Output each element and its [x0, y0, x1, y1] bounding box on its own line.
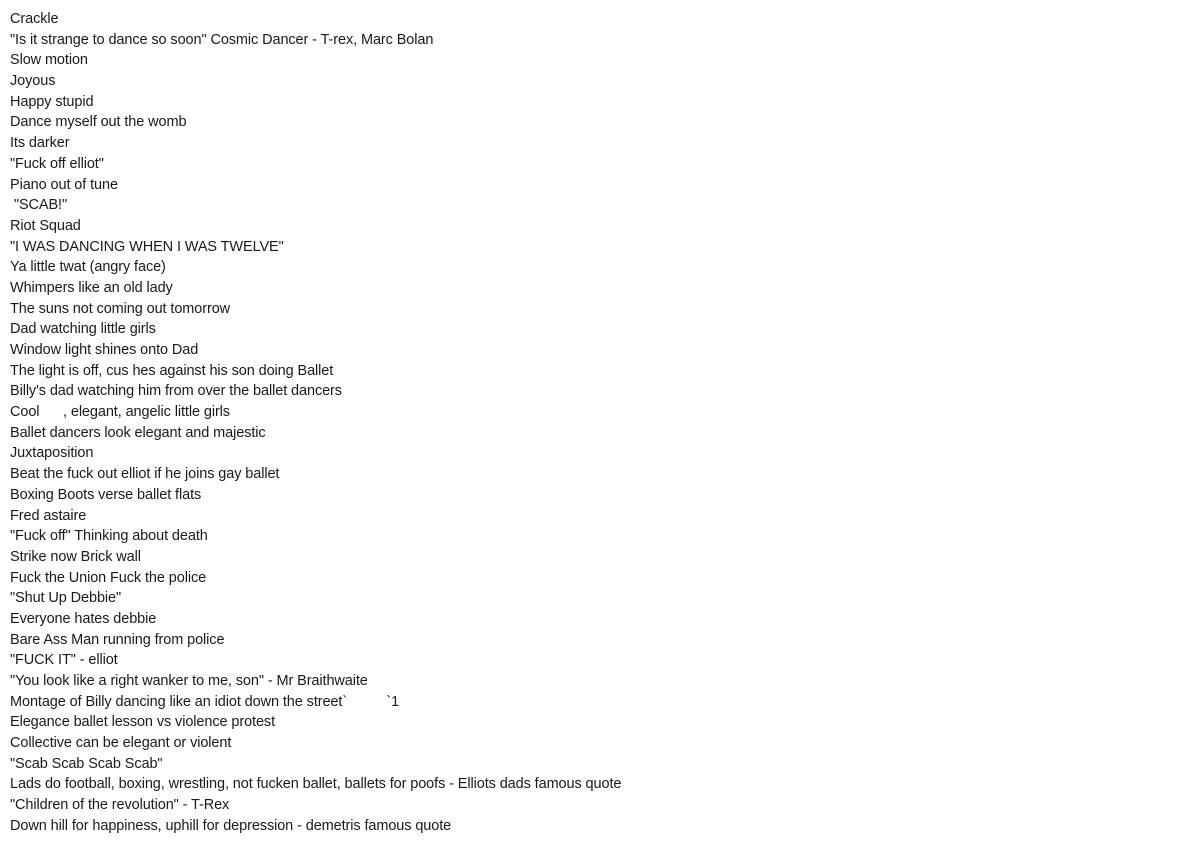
- text-line: Cool , elegant, angelic little girls: [10, 404, 230, 421]
- text-line: "Is it strange to dance so soon" Cosmic Dancer - T-rex, Marc Bolan: [10, 31, 434, 48]
- text-line: The suns not coming out tomorrow: [10, 300, 231, 317]
- text-line: "Fuck off elliot": [10, 155, 104, 172]
- text-line: "FUCK IT" - elliot: [10, 652, 118, 669]
- text-line: Collective can be elegant or violent: [10, 735, 232, 752]
- text-line: Bare Ass Man running from police: [10, 631, 225, 648]
- text-line: "Shut Up Debbie": [10, 590, 122, 607]
- text-line: Joyous: [10, 73, 56, 90]
- text-line: Lads do football, boxing, wrestling, not fucken ballet, ballets for poofs - Elliots dads famous quote: [10, 776, 622, 793]
- text-line: Ballet dancers look elegant and majestic: [10, 424, 266, 441]
- text-line: "Children of the revolution" - T-Rex: [10, 797, 230, 814]
- text-line: "Scab Scab Scab Scab": [10, 755, 163, 772]
- text-line: The light is off, cus hes against his son doing Ballet: [10, 362, 334, 379]
- document-body: [10, 9, 621, 837]
- text-line: Whimpers like an old lady: [10, 279, 173, 296]
- text-line: Fred astaire: [10, 507, 87, 524]
- text-line: "I WAS DANCING WHEN I WAS TWELVE": [10, 238, 284, 255]
- text-line: Crackle: [10, 11, 59, 27]
- text-line: Ya little twat (angry face): [10, 259, 166, 276]
- text-line: "Fuck off" Thinking about death: [10, 528, 208, 545]
- text-line: Elegance ballet lesson vs violence protest: [10, 714, 276, 731]
- text-line: Strike now Brick wall: [10, 548, 141, 565]
- text-line: "SCAB!": [10, 197, 68, 214]
- text-line: Fuck the Union Fuck the police: [10, 569, 207, 586]
- text-line: Boxing Boots verse ballet flats: [10, 486, 202, 503]
- text-line: Everyone hates debbie: [10, 610, 157, 627]
- text-line: Dad watching little girls: [10, 321, 156, 338]
- text-line: Montage of Billy dancing like an idiot down the street` `1: [10, 693, 400, 710]
- text-line: Beat the fuck out elliot if he joins gay ballet: [10, 466, 280, 483]
- text-line: Its darker: [10, 135, 70, 152]
- text-line: Happy stupid: [10, 93, 94, 110]
- text-line: Juxtaposition: [10, 445, 94, 462]
- text-line: Piano out of tune: [10, 176, 118, 193]
- text-line: Window light shines onto Dad: [10, 342, 199, 358]
- text-line: Slow motion: [10, 52, 88, 69]
- text-line: Riot Squad: [10, 217, 81, 234]
- text-line: Billy's dad watching him from over the ballet dancers: [10, 383, 342, 400]
- text-line: Down hill for happiness, uphill for depression - demetris famous quote: [10, 817, 452, 834]
- text-line: "You look like a right wanker to me, son" - Mr Braithwaite: [10, 673, 368, 689]
- text-line: Dance myself out the womb: [10, 114, 187, 131]
